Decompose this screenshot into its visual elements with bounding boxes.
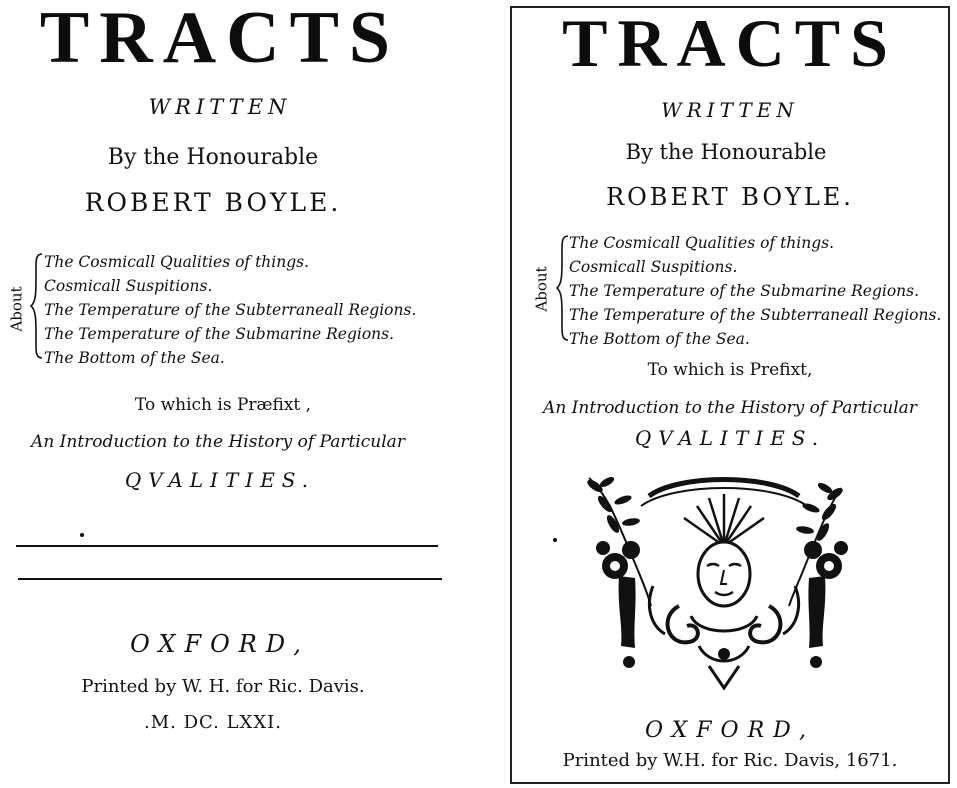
imprint-printer: Printed by W.H. for Ric. Davis, 1671. [562,750,898,771]
imprint-place: OXFORD, [644,718,816,743]
written-line: WRITTEN [661,98,799,122]
about-label: About [7,286,26,332]
title: TRACTS [562,5,898,81]
qualities-line: QVALITIES. [634,426,826,450]
by-line: By the Honourable [625,140,827,164]
topic-item: The Temperature of the Subterraneall Regions. [569,306,942,324]
introduction-line: An Introduction to the History of Particular [543,398,917,418]
by-line: By the Honourable [107,145,319,170]
curly-brace-icon [30,252,44,360]
topic-item: The Temperature of the Submarine Regions. [44,325,395,343]
author-name: ROBERT BOYLE. [606,183,854,211]
topic-item: Cosmicall Suspitions. [569,258,738,276]
ink-speck [553,538,557,542]
topic-list [569,231,941,351]
ink-speck [80,533,84,537]
about-label: About [532,266,551,312]
written-line: WRITTEN [148,95,292,119]
prefixt-line: To which is Præfixt , [134,395,312,415]
prefixt-line: To which is Prefixt, [647,360,813,380]
topic-item: Cosmicall Suspitions. [44,277,213,295]
topic-item: The Cosmicall Qualities of things. [44,253,310,271]
woodcut-ornament-icon [579,466,869,696]
topic-list [44,250,416,370]
topic-item: The Cosmicall Qualities of things. [569,234,835,252]
imprint-printer: Printed by W. H. for Ric. Davis. [81,676,365,697]
topic-item: The Bottom of the Sea. [569,330,750,348]
title-page-left [0,0,470,788]
title-page-right [505,0,957,788]
topic-item: The Bottom of the Sea. [44,349,225,367]
curly-brace-icon [556,234,570,342]
qualities-line: QVALITIES. [124,468,316,492]
topic-item: The Temperature of the Submarine Regions. [569,282,920,300]
rule-top [16,545,438,547]
introduction-line: An Introduction to the History of Particular [31,432,405,452]
title: TRACTS [39,0,401,79]
imprint-date: .M. DC. LXXI. [143,712,282,733]
rule-bottom [18,578,442,580]
imprint-place: OXFORD, [130,630,310,658]
topic-item: The Temperature of the Subterraneall Regions. [44,301,417,319]
author-name: ROBERT BOYLE. [84,188,342,217]
